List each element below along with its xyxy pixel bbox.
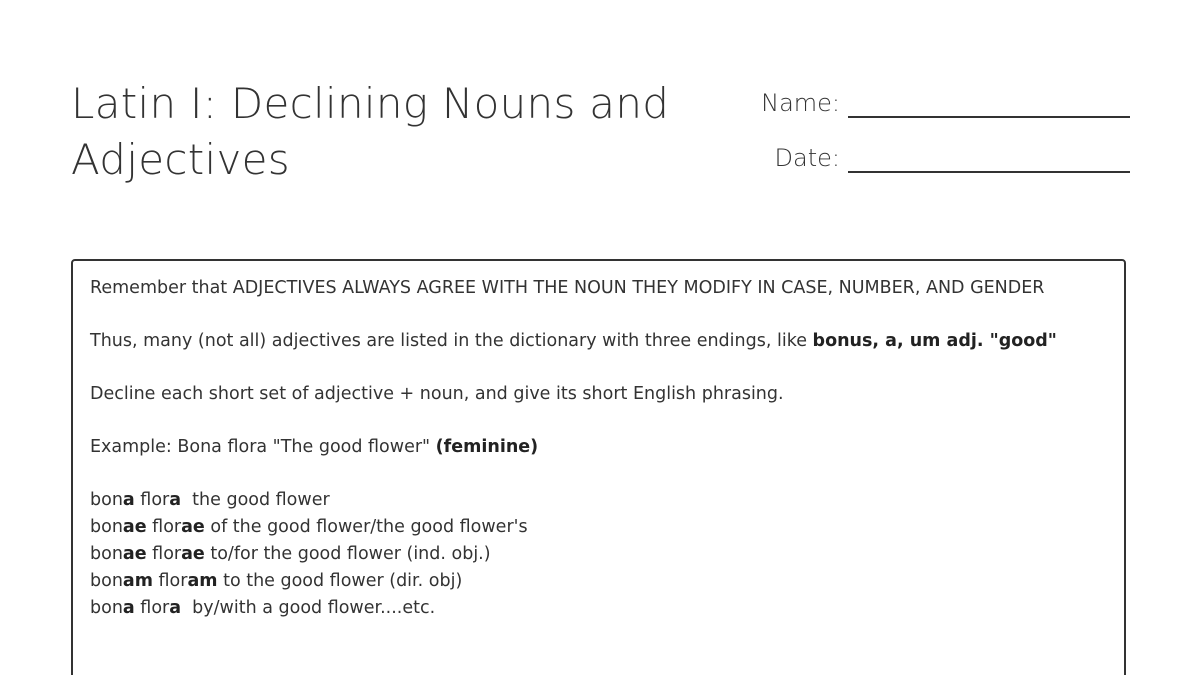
agreement-rule: Remember that ADJECTIVES ALWAYS AGREE WITH THE NOUN THEY MODIFY IN CASE, NUMBER, AND GENDER [90, 278, 1045, 298]
example-text: Example: Bona flora "The good flower" [90, 437, 436, 457]
date-label: Date: [774, 144, 840, 172]
title-line-1: Latin I: Declining Nouns and [71, 79, 670, 128]
example-heading [90, 434, 1107, 461]
dictionary-example: bonus, a, um adj. "good" [812, 331, 1057, 351]
declension-example [90, 487, 1107, 622]
example-gender: (feminine) [435, 437, 539, 457]
name-blank-line[interactable] [848, 86, 1130, 118]
declension-row: bona flora the good flower [90, 490, 330, 510]
page-title [71, 76, 711, 188]
declension-row: bonam floram to the good flower (dir. obj) [90, 571, 463, 591]
name-label: Name: [761, 89, 840, 117]
declension-row: bona flora by/with a good flower....etc. [90, 598, 436, 618]
title-line-2: Adjectives [71, 135, 290, 184]
dictionary-note [90, 328, 1107, 355]
dictionary-note-text: Thus, many (not all) adjectives are listed in the dictionary with three endings, like [90, 331, 813, 351]
student-info-fields [700, 78, 1130, 188]
date-blank-line[interactable] [848, 141, 1130, 173]
task-instruction: Decline each short set of adjective + noun, and give its short English phrasing. [90, 384, 784, 404]
declension-row: bonae florae to/for the good flower (ind. obj.) [90, 544, 491, 564]
name-field-row [700, 78, 1130, 118]
declension-row: bonae florae of the good flower/the good flower's [90, 517, 528, 537]
date-field-row [700, 133, 1130, 173]
instructions-box [71, 259, 1126, 675]
